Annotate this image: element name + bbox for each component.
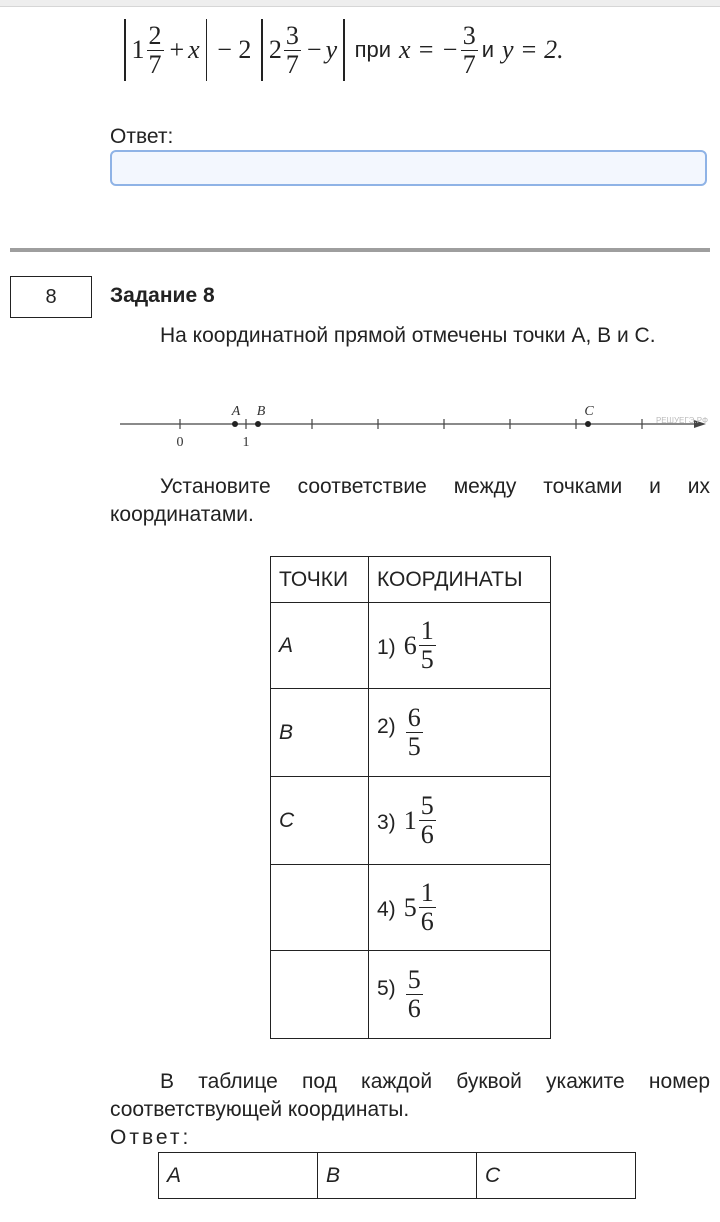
answer-header-b: B [318, 1153, 477, 1199]
abs1-num: 2 [148, 20, 162, 50]
coord-label: 3) [377, 810, 396, 834]
coord-whole: 5 [403, 892, 417, 922]
abs2-whole: 2 [268, 35, 282, 64]
point-c [585, 421, 591, 427]
minus-two: − 2 [217, 35, 252, 64]
task-intro: На координатной прямой отмечены точки A, B и C. [160, 324, 656, 347]
abs1-op: + [169, 35, 185, 64]
table-header-row [271, 557, 551, 603]
coord-cell [369, 951, 551, 1039]
abs2-fraction [284, 20, 301, 79]
number-line [110, 396, 715, 454]
point-cell: C [271, 777, 369, 865]
coord-num: 1 [420, 878, 434, 907]
expression [118, 12, 564, 88]
coord-cell [369, 689, 551, 777]
coord-den: 6 [420, 907, 434, 936]
top-edge [0, 0, 720, 7]
coord-cell [369, 603, 551, 689]
point-cell: B [271, 689, 369, 777]
abs-bar [124, 19, 126, 81]
header-points: ТОЧКИ [271, 557, 369, 603]
label-one: 1 [242, 435, 250, 450]
header-coords: КООРДИНАТЫ [369, 557, 551, 603]
y-eq: y = 2. [501, 35, 564, 64]
and-word: и [481, 37, 494, 62]
label-c: C [584, 404, 594, 419]
coord-label: 4) [377, 897, 396, 921]
pri-word: при [354, 37, 392, 62]
abs-bar [261, 19, 263, 81]
coord-label: 1) [377, 635, 396, 659]
table-row [271, 951, 551, 1039]
abs2-num: 3 [285, 20, 299, 50]
watermark: РЕШУЕГЭ.РФ [655, 416, 709, 425]
coord-den: 5 [420, 645, 434, 674]
abs2-den: 7 [285, 49, 299, 79]
answer-header-a: A [159, 1153, 318, 1199]
coord-label: 2) [377, 714, 396, 738]
coord-num: 5 [407, 965, 421, 994]
abs-bar [343, 19, 345, 81]
table-row [271, 603, 551, 689]
x-eq: x = − [399, 35, 459, 64]
abs1-whole: 1 [131, 35, 145, 64]
answer-table [158, 1152, 636, 1199]
task-instruction: Установите соответствие между точками и их координатами. [110, 475, 710, 526]
x-den: 7 [462, 49, 476, 79]
point-a [232, 421, 238, 427]
coord-den: 6 [407, 994, 421, 1023]
matching-table [270, 556, 551, 1039]
label-a: A [231, 404, 241, 419]
point-cell: A [271, 603, 369, 689]
abs-bar [206, 19, 208, 81]
coord-cell [369, 777, 551, 865]
point-cell [271, 951, 369, 1039]
abs1-den: 7 [148, 49, 162, 79]
label-zero: 0 [176, 435, 184, 450]
abs1-fraction [147, 20, 164, 79]
section-divider [10, 248, 710, 252]
task-number-box: 8 [10, 276, 92, 318]
task-title: Задание 8 [110, 284, 215, 307]
coord-den: 6 [420, 820, 434, 849]
coord-label: 5) [377, 976, 396, 1000]
coord-cell [369, 865, 551, 951]
table-row [271, 777, 551, 865]
coord-whole: 1 [403, 805, 417, 835]
point-cell [271, 865, 369, 951]
table-row [271, 865, 551, 951]
coord-num: 1 [420, 616, 434, 645]
abs2-var: y [325, 35, 338, 64]
coord-den: 5 [407, 732, 421, 761]
task-footer: В таблице под каждой буквой укажите номер соответствующей координаты. [110, 1070, 710, 1121]
table-row [271, 689, 551, 777]
point-b [255, 421, 261, 427]
abs2-op: − [306, 35, 322, 64]
answer-label: Ответ: [110, 1126, 192, 1149]
abs1-var: x [188, 35, 200, 64]
coord-whole: 6 [403, 630, 417, 660]
x-num: 3 [462, 20, 476, 50]
answer-header-c: C [477, 1153, 636, 1199]
answer-header-row [159, 1153, 636, 1199]
coord-num: 5 [420, 791, 434, 820]
answer-label: Ответ: [110, 125, 174, 148]
label-b: B [256, 404, 266, 419]
answer-input[interactable] [110, 150, 707, 186]
coord-num: 6 [407, 703, 421, 732]
x-fraction [461, 20, 478, 79]
